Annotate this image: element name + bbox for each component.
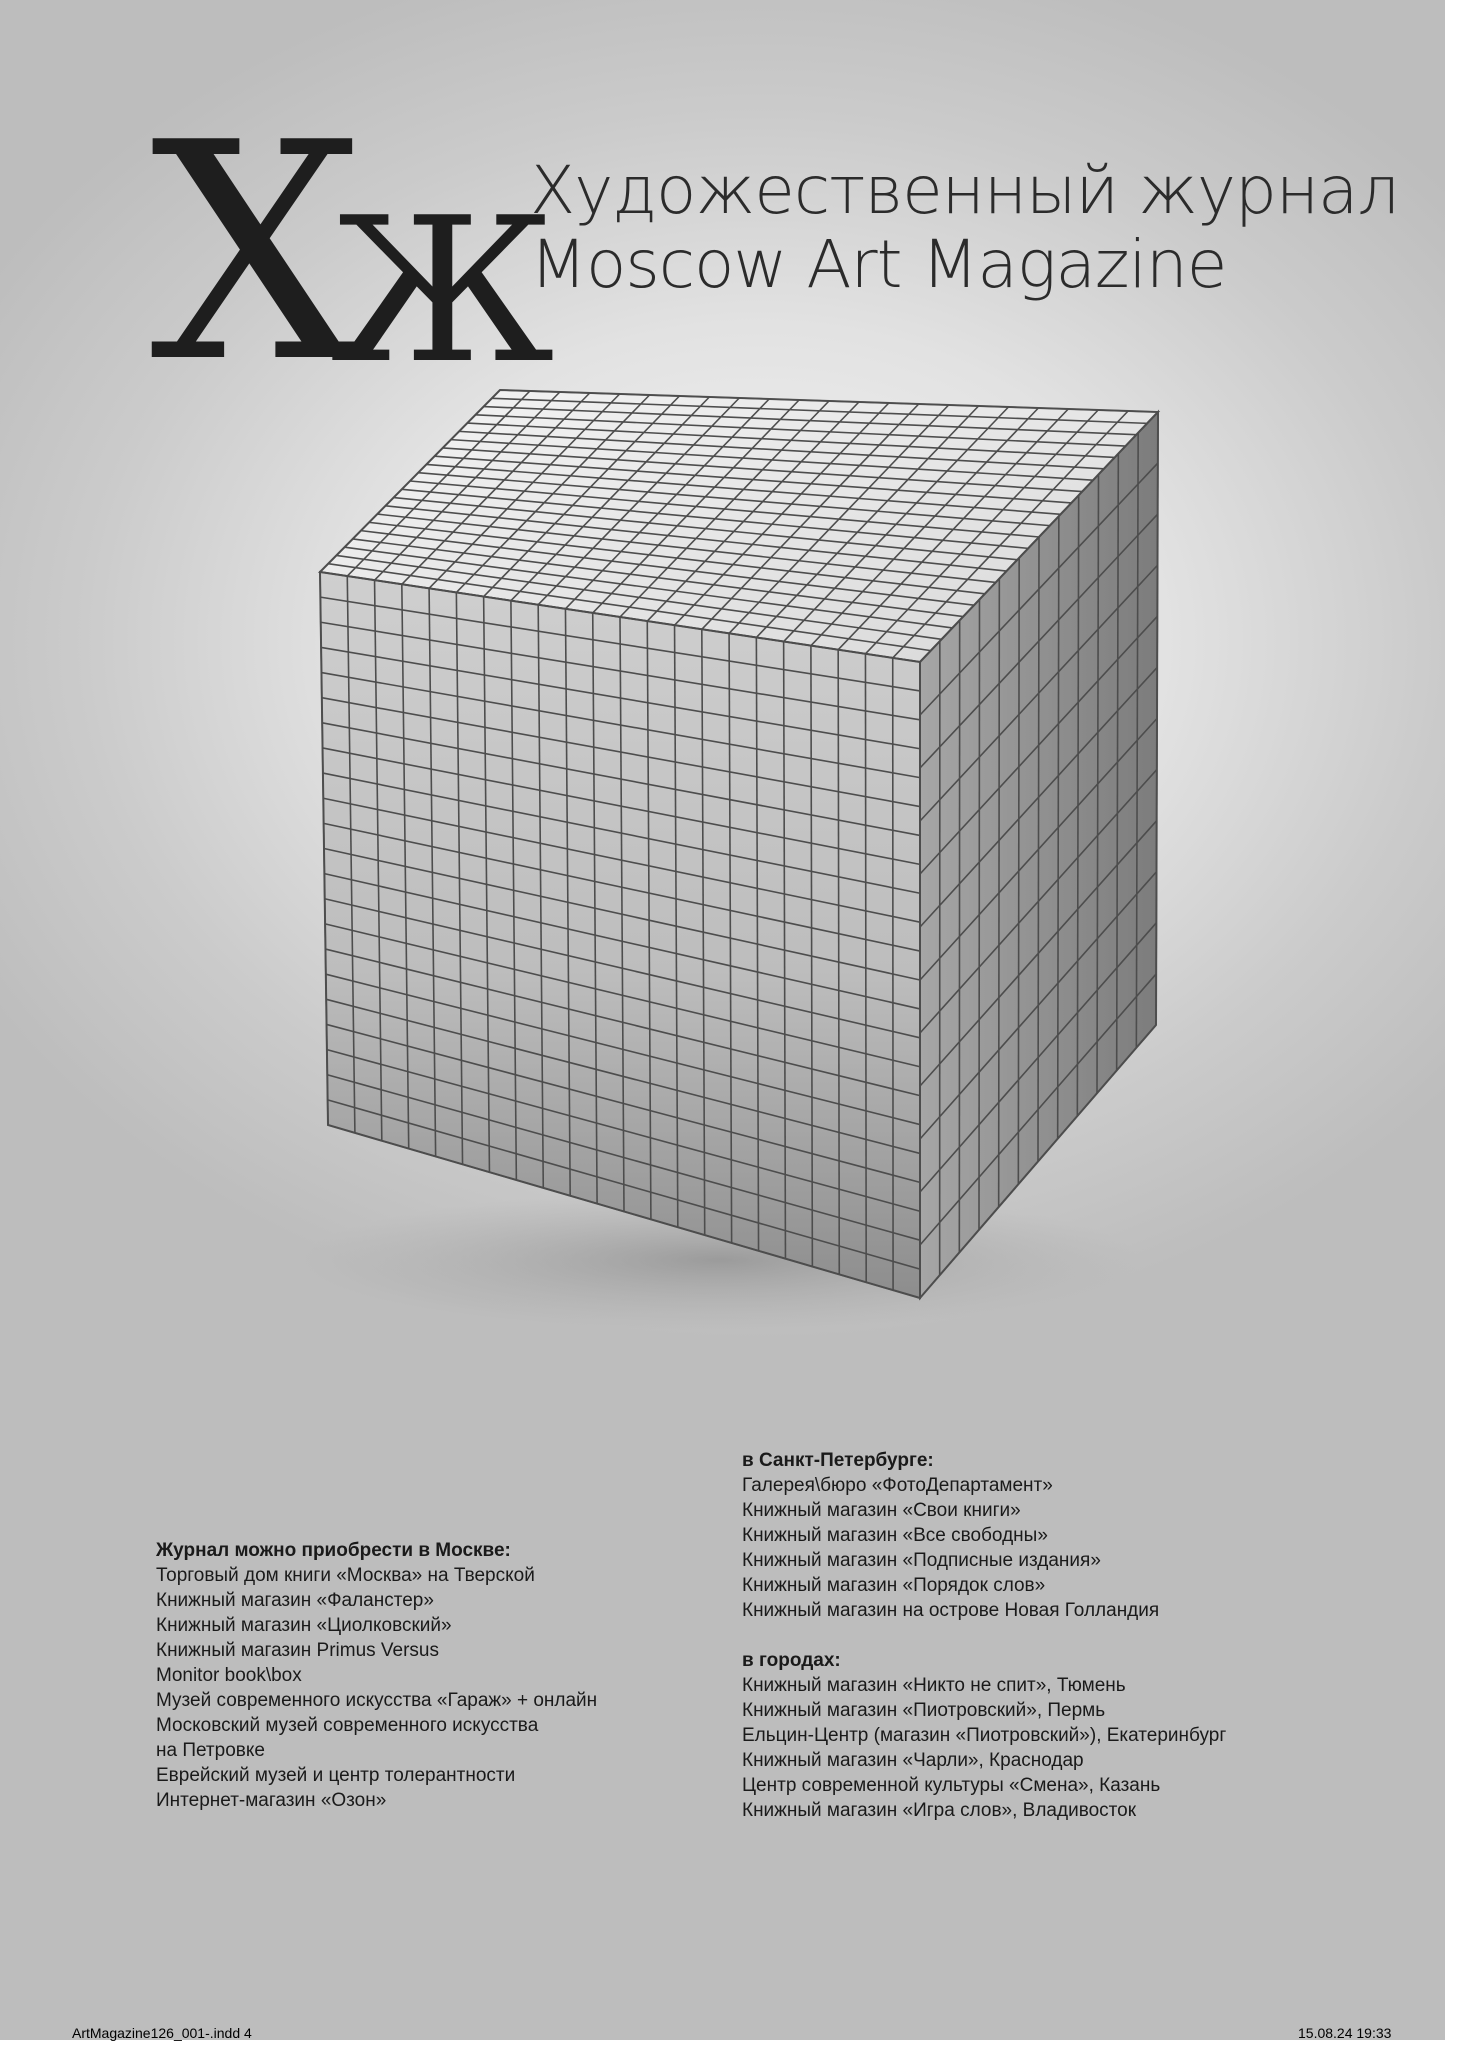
list-item: Книжный магазин «Все свободны» bbox=[742, 1525, 1048, 1546]
moscow-retailers bbox=[156, 1538, 597, 1813]
mesh-wire bbox=[865, 654, 866, 1282]
list-item: Галерея\бюро «ФотоДепартамент» bbox=[742, 1475, 1053, 1496]
list-item: Книжный магазин «Пиотровский», Пермь bbox=[742, 1700, 1106, 1721]
cities-heading: в городах: bbox=[742, 1650, 841, 1671]
list-item: Книжный магазин «Циолковский» bbox=[156, 1615, 452, 1636]
list-item: Книжный магазин «Фаланстер» bbox=[156, 1590, 434, 1611]
list-item: Книжный магазин «Подписные издания» bbox=[742, 1550, 1101, 1571]
list-item: Книжный магазин «Игра слов», Владивосток bbox=[742, 1800, 1137, 1821]
list-item: Книжный магазин «Чарли», Краснодар bbox=[742, 1750, 1084, 1771]
wire-mesh-cube-illustration bbox=[250, 380, 1270, 1340]
list-item: Интернет-магазин «Озон» bbox=[156, 1790, 387, 1811]
list-item: Книжный магазин «Порядок слов» bbox=[742, 1575, 1046, 1596]
list-item: Книжный магазин Primus Versus bbox=[156, 1640, 439, 1661]
logo-letter-x: Х bbox=[150, 79, 364, 428]
logo-mark bbox=[150, 79, 555, 428]
magazine-title-en: Moscow Art Magazine bbox=[530, 226, 1227, 303]
list-item: на Петровке bbox=[156, 1740, 265, 1761]
spb-heading: в Санкт-Петербурге: bbox=[742, 1450, 934, 1471]
list-item: Книжный магазин на острове Новая Голландия bbox=[742, 1600, 1160, 1621]
mesh-wire bbox=[838, 650, 839, 1275]
list-item: Ельцин-Центр (магазин «Пиотровский»), Екатеринбург bbox=[742, 1725, 1227, 1746]
list-item: Книжный магазин «Свои книги» bbox=[742, 1500, 1021, 1521]
list-item: Музей современного искусства «Гараж» + онлайн bbox=[156, 1690, 598, 1711]
list-item: Monitor book\box bbox=[156, 1665, 302, 1686]
logo-letter-zh: Ж bbox=[330, 175, 555, 408]
slug-file-name: ArtMagazine126_001-.indd 4 bbox=[72, 2025, 252, 2041]
list-item: Торговый дом книги «Москва» на Тверской bbox=[156, 1565, 535, 1586]
magazine-title-ru: Художественный журнал bbox=[530, 152, 1399, 229]
section-gap bbox=[742, 1623, 1226, 1648]
list-item: Еврейский музей и центр толерантности bbox=[156, 1765, 516, 1786]
page-trim-margin bbox=[1445, 0, 1458, 2048]
list-item: Центр современной культуры «Смена», Казань bbox=[742, 1775, 1161, 1796]
list-item: Книжный магазин «Никто не спит», Тюмень bbox=[742, 1675, 1126, 1696]
list-item: Московский музей современного искусства bbox=[156, 1715, 539, 1736]
slug-datetime: 15.08.24 19:33 bbox=[1298, 2025, 1392, 2041]
moscow-heading: Журнал можно приобрести в Москве: bbox=[156, 1540, 511, 1561]
regional-retailers bbox=[742, 1448, 1226, 1823]
